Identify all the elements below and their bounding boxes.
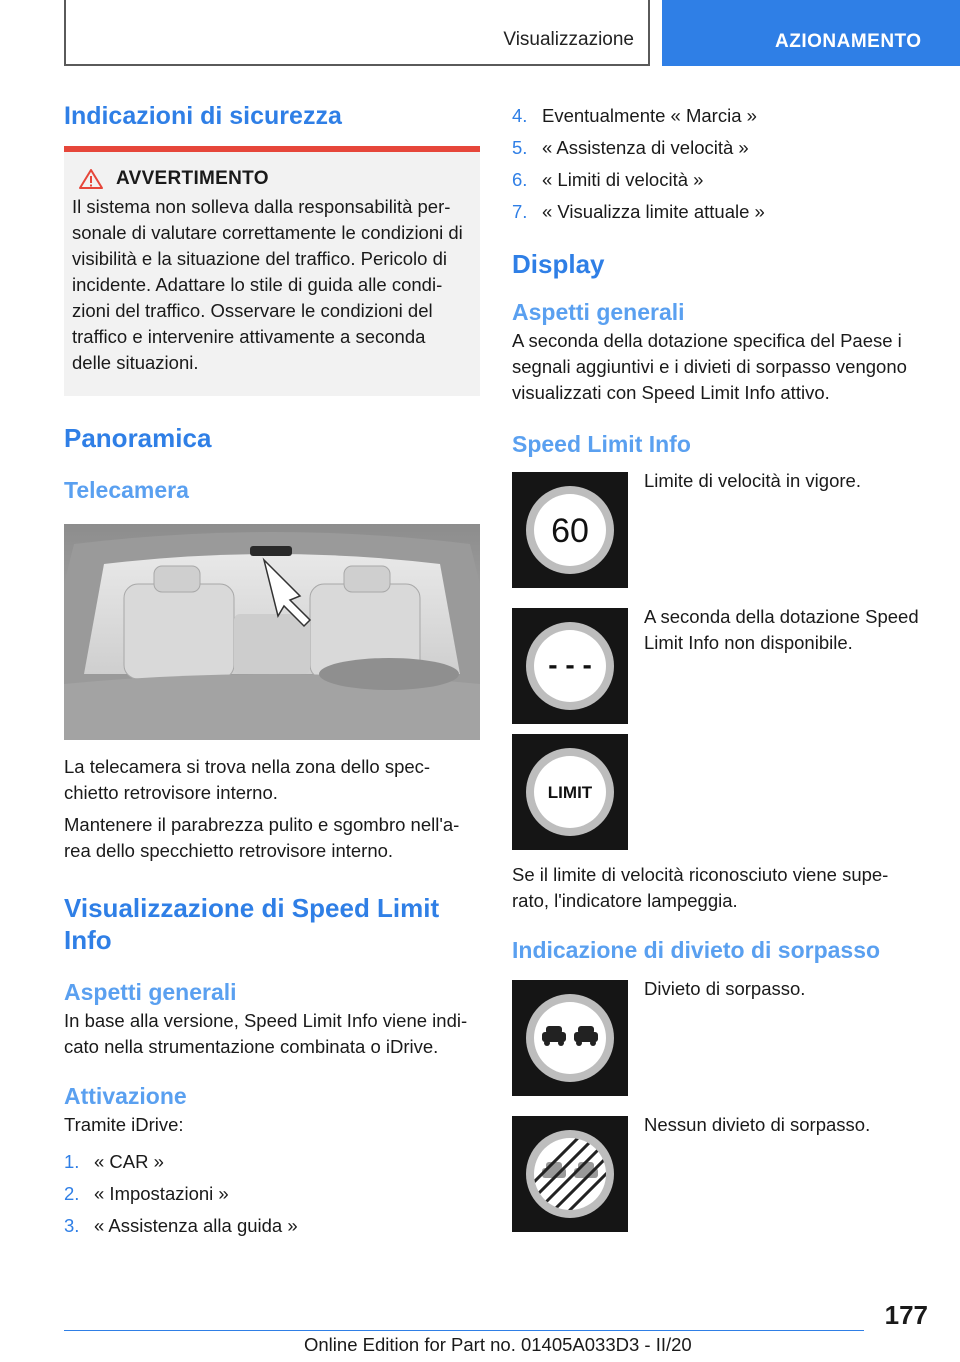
warning-box [64, 152, 480, 396]
display-title: Display [512, 249, 605, 279]
general-paragraph-left [64, 1008, 480, 1060]
sign-row-limit [512, 734, 932, 850]
warning-line: Il sistema non solleva dalla responsabilità per- [72, 196, 451, 217]
sign-limit-label: LIMIT [547, 783, 593, 802]
text-line: Mantenere il parabrezza pulito e sgombro nell'a- [64, 814, 460, 835]
text-line: Limit Info non disponibile. [644, 632, 853, 653]
activation-title: Attivazione [64, 1083, 187, 1109]
camera-location-image [64, 524, 480, 740]
text-line: La telecamera si trova nella zona dello spec- [64, 756, 431, 777]
header-section-title: Visualizzazione [503, 29, 634, 50]
step-item [512, 132, 932, 164]
speed-limit-flash-sign [512, 734, 628, 850]
step-text: « CAR » [94, 1151, 164, 1172]
sign-row-limit-60 [512, 472, 932, 588]
step-number: 1. [64, 1151, 80, 1172]
step-item [512, 164, 932, 196]
step-item [512, 100, 932, 132]
text-line: rea dello specchietto retrovisore interno. [64, 840, 394, 861]
step-text: « Limiti di velocità » [542, 169, 704, 190]
step-text: « Assistenza di velocità » [542, 137, 749, 158]
general-title-right: Aspetti generali [512, 299, 685, 325]
sign-60-label: 60 [551, 512, 589, 550]
camera-paragraph-2 [64, 812, 480, 864]
overview-title: Panoramica [64, 423, 212, 453]
text-line: cato nella strumentazione combinata o iDrive. [64, 1036, 439, 1057]
text-line: rato, l'indicatore lampeggia. [512, 890, 738, 911]
text-line: Se il limite di velocità riconosciuto viene supe- [512, 864, 889, 885]
step-item [64, 1146, 480, 1178]
step-text: « Impostazioni » [94, 1183, 229, 1204]
header-chapter-tab: AZIONAMENTO [662, 0, 960, 66]
header-section-box [64, 0, 650, 66]
text-line: A seconda della dotazione Speed [644, 606, 919, 627]
sign-na-description [644, 604, 919, 724]
right-column [512, 100, 932, 1232]
step-number: 2. [64, 1183, 80, 1204]
sign-60-description: Limite di velocità in vigore. [644, 470, 861, 491]
step-text: « Visualizza limite attuale » [542, 201, 765, 222]
warning-line: incidente. Adattare lo stile di guida alle condi- [72, 274, 443, 295]
sign-na-label: - - - [548, 649, 592, 680]
step-number: 6. [512, 169, 528, 190]
warning-line: delle situazioni. [72, 352, 199, 373]
footer-divider [64, 1330, 864, 1331]
speed-limit-info-title: Speed Limit Info [512, 431, 691, 457]
sign-row-not-available [512, 608, 932, 724]
warning-line: sonale di valutare correttamente le condizioni di [72, 222, 463, 243]
general-title-left: Aspetti generali [64, 979, 237, 1005]
no-overtaking-sign [512, 980, 628, 1096]
left-column [64, 100, 480, 1242]
camera-title: Telecamera [64, 477, 189, 503]
step-number: 4. [512, 105, 528, 126]
step-item [64, 1178, 480, 1210]
step-item [64, 1210, 480, 1242]
warning-line: visibilità e la situazione del traffico. Pericolo di [72, 248, 447, 269]
step-number: 7. [512, 201, 528, 222]
sign-row-end-no-overtaking [512, 1116, 932, 1232]
end-no-overtaking-sign [512, 1116, 628, 1232]
general-paragraph-right [512, 328, 932, 406]
activation-steps-part2 [512, 100, 932, 228]
safety-title: Indicazioni di sicurezza [64, 102, 342, 130]
exceeded-paragraph [512, 862, 932, 914]
text-line: chietto retrovisore interno. [64, 782, 278, 803]
step-number: 5. [512, 137, 528, 158]
activation-steps-part1 [64, 1146, 480, 1242]
speed-limit-unavailable-sign [512, 608, 628, 724]
step-text: Eventualmente « Marcia » [542, 105, 757, 126]
warning-line: zioni del traffico. Osservare le condizioni del [72, 300, 433, 321]
text-line: segnali aggiuntivi e i divieti di sorpasso vengono [512, 356, 907, 377]
camera-paragraph-1 [64, 754, 480, 806]
no-overtaking-description: Divieto di sorpasso. [644, 978, 806, 999]
page-number: 177 [884, 1300, 928, 1330]
footer-edition-text: Online Edition for Part no. 01405A033D3 - II/20 [304, 1334, 692, 1355]
activation-intro: Tramite iDrive: [64, 1114, 184, 1135]
warning-text [72, 194, 472, 376]
title-line: Info [64, 925, 112, 955]
warning-line: traffico e intervenire attivamente a seconda [72, 326, 426, 347]
title-line: Visualizzazione di Speed Limit [64, 893, 440, 923]
sign-row-no-overtaking [512, 980, 932, 1096]
warning-triangle-icon [78, 168, 104, 190]
overtake-title: Indicazione di divieto di sorpasso [512, 937, 881, 963]
speed-limit-display-title [64, 892, 480, 956]
text-line: visualizzati con Speed Limit Info attivo. [512, 382, 830, 403]
step-number: 3. [64, 1215, 80, 1236]
step-item [512, 196, 932, 228]
text-line: A seconda della dotazione specifica del Paese i [512, 330, 902, 351]
end-no-overtaking-description: Nessun divieto di sorpasso. [644, 1114, 871, 1135]
warning-label: AVVERTIMENTO [116, 168, 269, 189]
step-text: « Assistenza alla guida » [94, 1215, 298, 1236]
text-line: In base alla versione, Speed Limit Info viene indi- [64, 1010, 468, 1031]
speed-limit-60-sign [512, 472, 628, 588]
